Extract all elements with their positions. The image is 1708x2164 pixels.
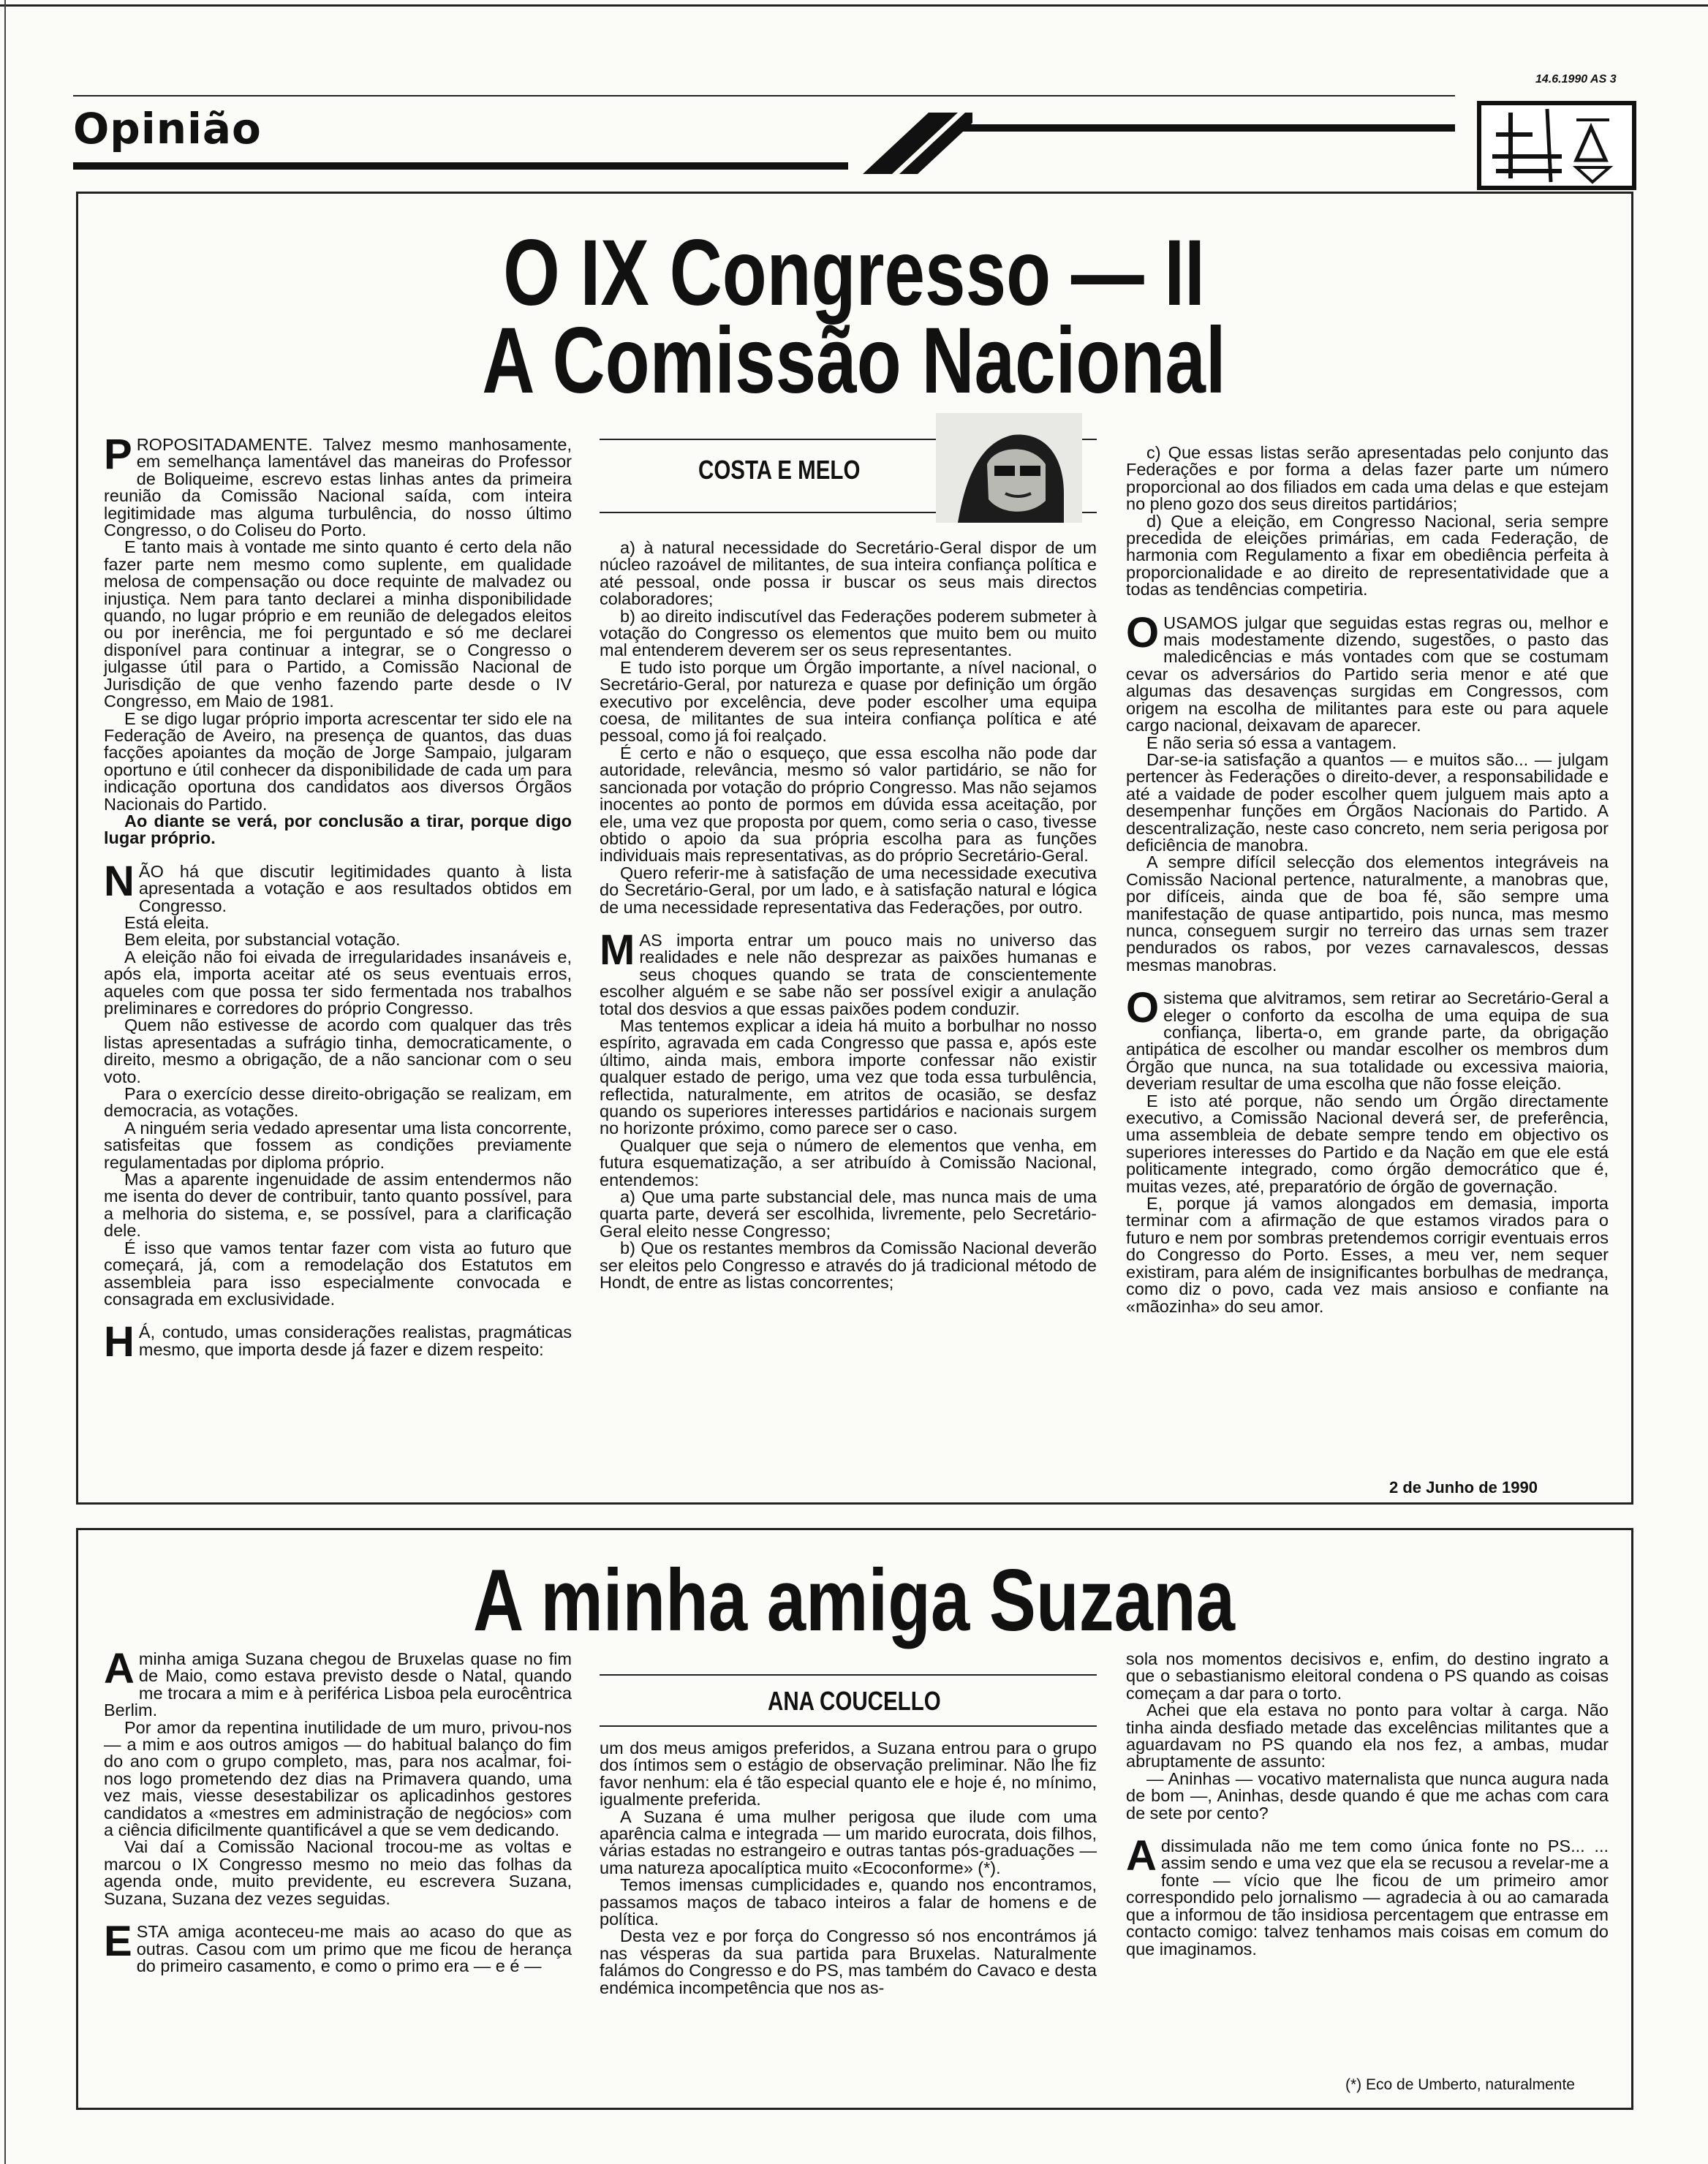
paragraph: A dissimulada não me tem como única fonte no PS... ... assim sendo e uma vez que ela se recusou a revelar-me a fonte — vício que lhe ficou de um primeiro amor correspondido pelo jornalismo — agradecia à ou ao camarada que a informou de tão insidiosa percentagem que entrasse em contacto comigo: talvez tenhamos mais coisas em comum do que imaginamos.: [1126, 1832, 1609, 1959]
section-title: Opinião: [73, 104, 262, 154]
article-headline: A minha amiga Suzana: [472, 1551, 1236, 1649]
paragraph: d) Que a eleição, em Congresso Nacional, seria sempre precedida de eleições primárias, em cada Federação, de harmonia com Regulamento a fixar em obediência perfeita à proporcionalidade e ao direito de representatividade que a todas as tendências competiria.: [1126, 511, 1609, 599]
page-reference: 14.6.1990 AS 3: [1535, 73, 1617, 86]
paragraph: a) Que uma parte substancial dele, mas nunca mais de uma quarta parte, deverá ser escolhida, livremente, pelo Secretário-Geral eleito nesse Congresso;: [600, 1187, 1097, 1241]
paragraph: PROPOSITADAMENTE. Talvez mesmo manhosamente, em semelhança lamentável das maneiras do Professor de Boliqueime, escrevo estas linhas antes da primeira reunião da Comissão Nacional saída, com inteira legitimidade mas alguma turbulência, do nosso último Congresso, o do Coliseu do Porto.: [104, 431, 572, 540]
paragraph: E tudo isto porque um Órgão importante, a nível nacional, o Secretário-Geral, por natureza e quase por definição um órgão executivo por excelência, deve poder escolher uma equipa coesa, de militantes de sua inteira confiança política e até pessoal, como já foi realçado.: [600, 657, 1097, 746]
paragraph: Bem eleita, por substancial votação.: [124, 930, 401, 950]
paragraph: É isso que vamos tentar fazer com vista ao futuro que começará, já, com a remodelação dos Estatutos em assembleia para isso especialmente convocada e consagrada em exclusividade.: [104, 1238, 572, 1309]
paragraph: A eleição não foi eivada de irregularidades insanáveis e, após ela, importa aceitar até os seus eventuais erros, aqueles com que possa ter sido fermentada nos trabalhos preliminares e corredores do próprio Congresso.: [104, 947, 572, 1018]
paragraph: É certo e não o esqueço, que essa escolha não pode dar autoridade, relevância, mesmo só valor partidário, se não for sancionada por votação do próprio Congresso. Mas não sejamos inocentes ao ponto de pormos em dúvida essa aceitação, por ele, uma vez que proposta por quem, como seria o caso, tivesse obtido o apoio da sua própria escolha para as funções individuais mais representativas, as do próprio Secretário-Geral.: [600, 743, 1097, 866]
paragraph: E isto até porque, não sendo um Órgão directamente executivo, a Comissão Nacional deverá ser, de preferência, uma assembleia de debate sempre tendo em objectivo os superiores interesses do Partido e da Nação em que ele está politicamente integrado, como órgão democrático que é, muitas vezes, até, preparatório de órgão de governação.: [1126, 1091, 1609, 1196]
paragraph: c) Que essas listas serão apresentadas pelo conjunto das Federações e por forma a delas fazer parte um número proporcional ao dos filiados em cada uma delas e que estejam no pleno gozo dos seus direitos partidários;: [1126, 443, 1609, 514]
paragraph: — Aninhas — vocativo maternalista que nunca augura nada de bom —, Aninhas, desde quando é que me achas com cara de sete por cento?: [1126, 1768, 1609, 1823]
article-byline: COSTA E MELO: [698, 455, 861, 485]
article-byline: ANA COUCELLO: [768, 1686, 941, 1716]
paragraph: E se digo lugar próprio importa acrescentar ter sido ele na Federação de Aveiro, na presença de quantos, das duas facções apoiantes da moção de Jorge Sampaio, julgaram oportuno e útil conhecer da disponibilidade de cada um para indicação oportuna dos candidatos aos diversos Órgãos Nacionais do Partido.: [104, 708, 572, 814]
article-headline-line2: A Comissão Nacional: [482, 309, 1226, 413]
paragraph: Ao diante se verá, por conclusão a tirar, porque digo lugar próprio.: [104, 811, 572, 848]
paragraph: a) à natural necessidade do Secretário-Geral dispor de um núcleo razoável de militantes, de sua inteira confiança política e até pessoal, onde possa ir buscar os seus mais directos colaboradores;: [600, 538, 1097, 609]
paragraph: NÃO há que discutir legitimidades quanto à lista apresentada a votação e aos resultados obtidos em Congresso.: [104, 857, 572, 915]
paragraph: Por amor da repentina inutilidade de um muro, privou-nos — a mim e aos outros amigos — do habitual balanço do fim do ano com o grupo completo, mas, para nos acalmar, foi-nos logo prometendo dez dias na Primavera quando, uma vez mais, viesse desestabilizar os aplicadinhos gestores candidatos a «mestres em administração de negócios» com a ciência dificilmente quantificável a que se vem dedicando.: [104, 1717, 572, 1840]
left-border: [4, 0, 6, 2164]
paragraph: Vai daí a Comissão Nacional trocou-me as voltas e marcou o IX Congresso mesmo no meio das folhas da agenda onde, muito previdente, eu escrevera Suzana, Suzana, Suzana dez vezes seguidas.: [104, 1837, 572, 1908]
article-column-1: [104, 1645, 572, 1975]
paragraph: A sempre difícil selecção dos elementos integráveis na Comissão Nacional pertence, naturalmente, a manobras que, por difíceis, ainda que de boa fé, são sempre uma manifestação de quase antipartido, pois nunca, mas mesmo nunca, conseguem surgir no terreiro das urnas sem trazer pendurados os rabos, por vezes carnavalescos, dessas mesmas manobras.: [1126, 852, 1609, 975]
paragraph: A ninguém seria vedado apresentar uma lista concorrente, satisfeitas que fossem as condições previamente regulamentadas por diploma próprio.: [104, 1118, 572, 1172]
paragraph: Achei que ela estava no ponto para voltar à carga. Não tinha ainda desfiado metade das excelências militantes que a aguardavam no PS quando ela nos fez, a ambas, mudar abruptamente de assunto:: [1126, 1700, 1609, 1771]
paragraph: A minha amiga Suzana chegou de Bruxelas quase no fim de Maio, como estava previsto desde o Natal, quando me trocara a mim e à periférica Lisboa pela eurocêntrica Berlim.: [104, 1645, 572, 1720]
paragraph: b) Que os restantes membros da Comissão Nacional deverão ser eleitos pelo Congresso e através do já tradicional método de Hondt, de entre as listas concorrentes;: [600, 1238, 1097, 1293]
paragraph: Dar-se-ia satisfação a quantos — e muitos são... — julgam pertencer às Federações o direito-dever, a responsabilidade e até a vaidade de poder escolher quem julguem mais apto a desempenhar funções em Órgãos Nacionais do Partido. A descentralização, neste caso concreto, nem seria perigosa por deficiência de manobra.: [1126, 749, 1609, 855]
header-bar-right: [958, 124, 1455, 132]
paragraph: Desta vez e por força do Congresso só nos encontrámos já nas vésperas da sua partida para Bruxelas. Naturalmente falámos do Congresso e do PS, mas também do Cavaco e desta endémica incompetência que nos as-: [600, 1926, 1097, 1997]
paragraph: E tanto mais à vontade me sinto quanto é certo dela não fazer parte nem mesmo como suplente, em qualidade melosa de compensação ou doce requinte de malvadez ou injustiça. Nem para tanto declarei a minha disponibilidade quando, no lugar próprio e em reunião de delegados eleitos ou por inerência, me foi perguntado e só me declarei disponível para continuar a integrar, se o Congresso o julgasse útil para o Partido, a Comissão Nacional de Jurisdição de que venho fazendo parte desde o IV Congresso, em Maio de 1981.: [104, 537, 572, 711]
article-column-2: [600, 540, 1097, 1291]
slashes-ornament: [812, 110, 972, 175]
byline-rule-top: [600, 1674, 1097, 1676]
article-column-3: [1126, 1651, 1609, 1958]
paragraph: E não seria só essa a vantagem.: [1146, 733, 1397, 752]
paragraph: MAS importa entrar um pouco mais no universo das realidades e nele não desprezar as paixões humanas e seus choques quando se trata de conscientemente escolher alguém e se sabe não ser possível exigir a anulação total dos desvios a que essas paixões podem conduzir.: [600, 926, 1097, 1018]
paragraph: Temos imensas cumplicidades e, quando nos encontramos, passamos maços de tabaco inteiros a falar de homens e de política.: [600, 1875, 1097, 1929]
header-bar-left: [73, 162, 848, 170]
paragraph: Quero referir-me à satisfação de uma necessidade executiva do Secretário-Geral, por um lado, e à satisfação natural e lógica de uma necessidade representativa das Federações, por outro.: [600, 863, 1097, 917]
article-column-2: [600, 1740, 1097, 1997]
newspaper-logo-icon: [1477, 101, 1636, 190]
paragraph: Quem não estivesse de acordo com qualquer das três listas apresentadas a sufrágio tinha, democraticamente, o direito, mesmo a obrigação, de a não sancionar com o seu voto.: [104, 1015, 572, 1086]
byline-rule-bottom: [600, 1725, 1097, 1727]
author-photo: [936, 413, 1082, 523]
paragraph: O sistema que alvitramos, sem retirar ao Secretário-Geral a eleger o conforto da escolha de uma equipa de sua confiança, liberta-o, em grande parte, da obrigação antipática de escolher ou mandar escolher os membros dum Órgão que nunca, na sua totalidade ou excessiva maioria, deveriam resultar de uma escolha que não fosse eleição.: [1126, 984, 1609, 1094]
article-column-1: [104, 431, 572, 1366]
article-column-3: [1126, 444, 1609, 1315]
paragraph: Para o exercício desse direito-obrigação se realizam, em democracia, as votações.: [104, 1084, 572, 1121]
paragraph: H Á, contudo, umas considerações realistas, pragmáticas mesmo, que importa desde já fazer e dizem respeito:: [104, 1318, 572, 1366]
paragraph: A Suzana é uma mulher perigosa que ilude com uma aparência calma e integrada — um marido eurocrata, dois filhos, várias estadas no estrangeiro e outras tantas pós-graduações — uma natureza apocalíptica muito «Ecoconforme» (*).: [600, 1807, 1097, 1877]
article-headline-line1: O IX Congresso — II: [503, 221, 1205, 325]
paragraph: E, porque já vamos alongados em demasia, importa terminar com a afirmação de que estamos virados para o futuro e nem por sombras pretendemos corrigir eventuais erros do Congresso do Porto. Esses, a meu ver, nem sequer existiram, para além de insignificantes borbulhas de medrança, como diz o povo, cada vez mais ansioso e confiante na «mãozinha» do seu amor.: [1126, 1194, 1609, 1316]
paragraph: ESTA amiga aconteceu-me mais ao acaso do que as outras. Casou com um primo que me ficou de herança do primeiro casamento, e como o primo era — e é —: [104, 1918, 572, 1975]
paragraph: b) ao direito indiscutível das Federações poderem submeter à votação do Congresso os elementos que muito bem ou muito mal entenderem deverem ser os seus representantes.: [600, 606, 1097, 660]
footnote: (*) Eco de Umberto, naturalmente: [1345, 2076, 1575, 2093]
paragraph: Está eleita.: [124, 912, 210, 932]
article-date: 2 de Junho de 1990: [1389, 1478, 1538, 1497]
paragraph: OUSAMOS julgar que seguidas estas regras ou, melhor e mais modestamente dizendo, sugestões, o pasto das maledicências e más vontades com que se costumam cevar os adversários do Partido seria menor e até que algumas das desavenças surgidas em Congressos, com origem na escolha de militantes para este ou para aquele cargo nacional, deixavam de aparecer.: [1126, 608, 1609, 735]
header-rule: [73, 95, 1455, 97]
paragraph: Mas a aparente ingenuidade de assim entendermos não me isenta do dever de contribuir, tanto quanto possível, para a melhoria do sistema, e, se possível, para a clarificação dele.: [104, 1170, 572, 1241]
paragraph: Qualquer que seja o número de elementos que venha, em futura esquematização, a ser atribuído à Comissão Nacional, entendemos:: [600, 1135, 1097, 1189]
paragraph: um dos meus amigos preferidos, a Suzana entrou para o grupo dos íntimos sem o estágio de observação preliminar. Não lhe fiz favor nenhum: ela é tão especial quanto ele e hoje é, no mínimo, igualmente preferida.: [600, 1739, 1097, 1809]
top-border: [0, 4, 1708, 7]
paragraph: Mas tentemos explicar a ideia há muito a borbulhar no nosso espírito, agravada em cada Congresso que passa e, após este último, ainda mais, embora importe confessar não existir qualquer estado de perigo, uma vez que toda essa turbulência, reflectida, naturalmente, em atritos de ocasião, se desfaz quando os superiores interesses partidários e nacionais surgem no horizonte próximo, como parece ser o caso.: [600, 1015, 1097, 1138]
paragraph: sola nos momentos decisivos e, enfim, do destino ingrato a que o sebastianismo eleitoral condena o PS quando as coisas começam a dar para o torto.: [1126, 1649, 1609, 1703]
